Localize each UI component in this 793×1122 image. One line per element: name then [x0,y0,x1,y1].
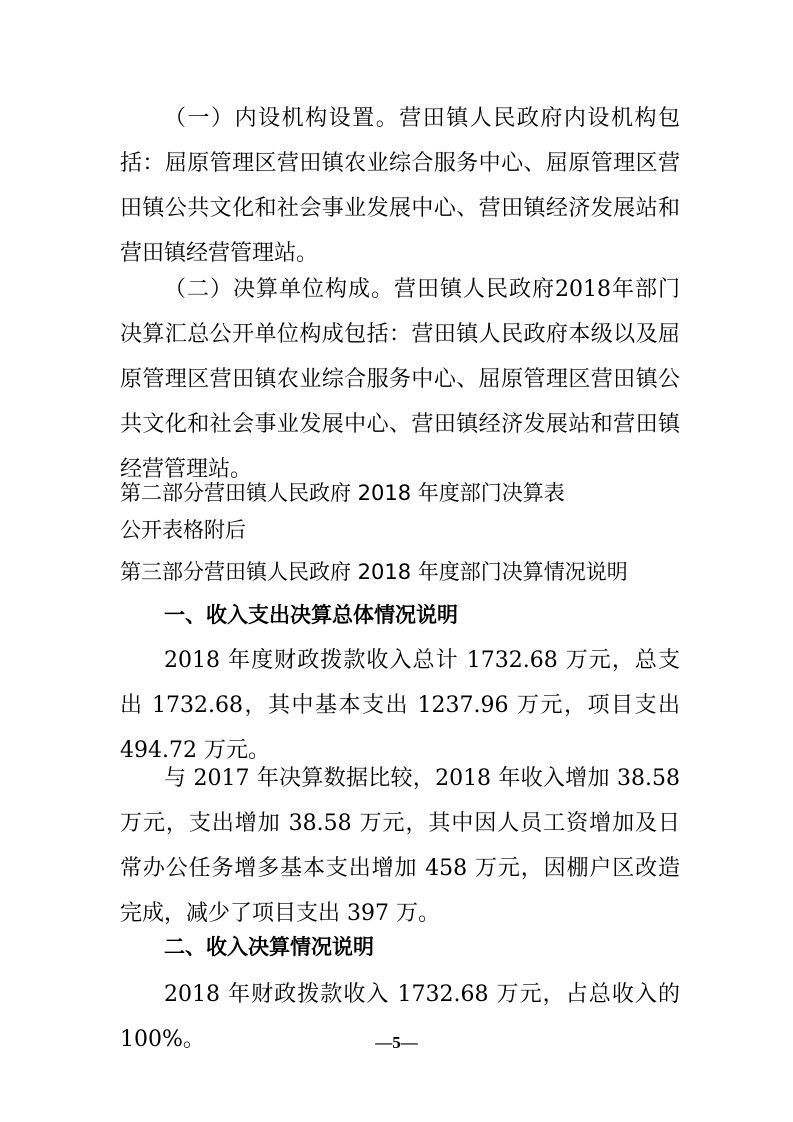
part3-heading: 第三部分营田镇人民政府 2018 年度部门决算情况说明 [120,560,628,584]
paragraph-internal-structure: （一）内设机构设置。营田镇人民政府内设机构包括：屈原管理区营田镇农业综合服务中心、屈原管理区营田镇公共文化和社会事业发展中心、营田镇经济发展站和营田镇经营管理站。 [120,106,680,266]
part2-note: 公开表格附后 [120,518,246,542]
paragraph-income-detail: 2018 年财政拨款收入 1732.68 万元，占总收入的 100%。 [120,982,680,1052]
section2-heading: 二、收入决算情况说明 [164,935,374,959]
part2-heading: 第二部分营田镇人民政府 2018 年度部门决算表 [120,481,565,505]
paragraph-year-comparison: 与 2017 年决算数据比较，2018 年收入增加 38.58 万元，支出增加 38.58 万元，其中因人员工资增加及日常办公任务增多基本支出增加 458 万元，因棚户区改造完成，减少了项目支出 397 万。 [120,766,680,926]
section1-heading: 一、收入支出决算总体情况说明 [164,603,458,627]
paragraph-unit-composition: （二）决算单位构成。营田镇人民政府2018年部门决算汇总公开单位构成包括：营田镇人民政府本级以及屈原管理区营田镇农业综合服务中心、屈原管理区营田镇公共文化和社会事业发展中心、营田镇经济发展站和营田镇经营管理站。 [120,277,680,482]
paragraph-overall-income-expense: 2018 年度财政拨款收入总计 1732.68 万元，总支出 1732.68，其中基本支出 1237.96 万元，项目支出 494.72 万元。 [120,648,680,763]
page-number: —5— [375,1033,418,1052]
